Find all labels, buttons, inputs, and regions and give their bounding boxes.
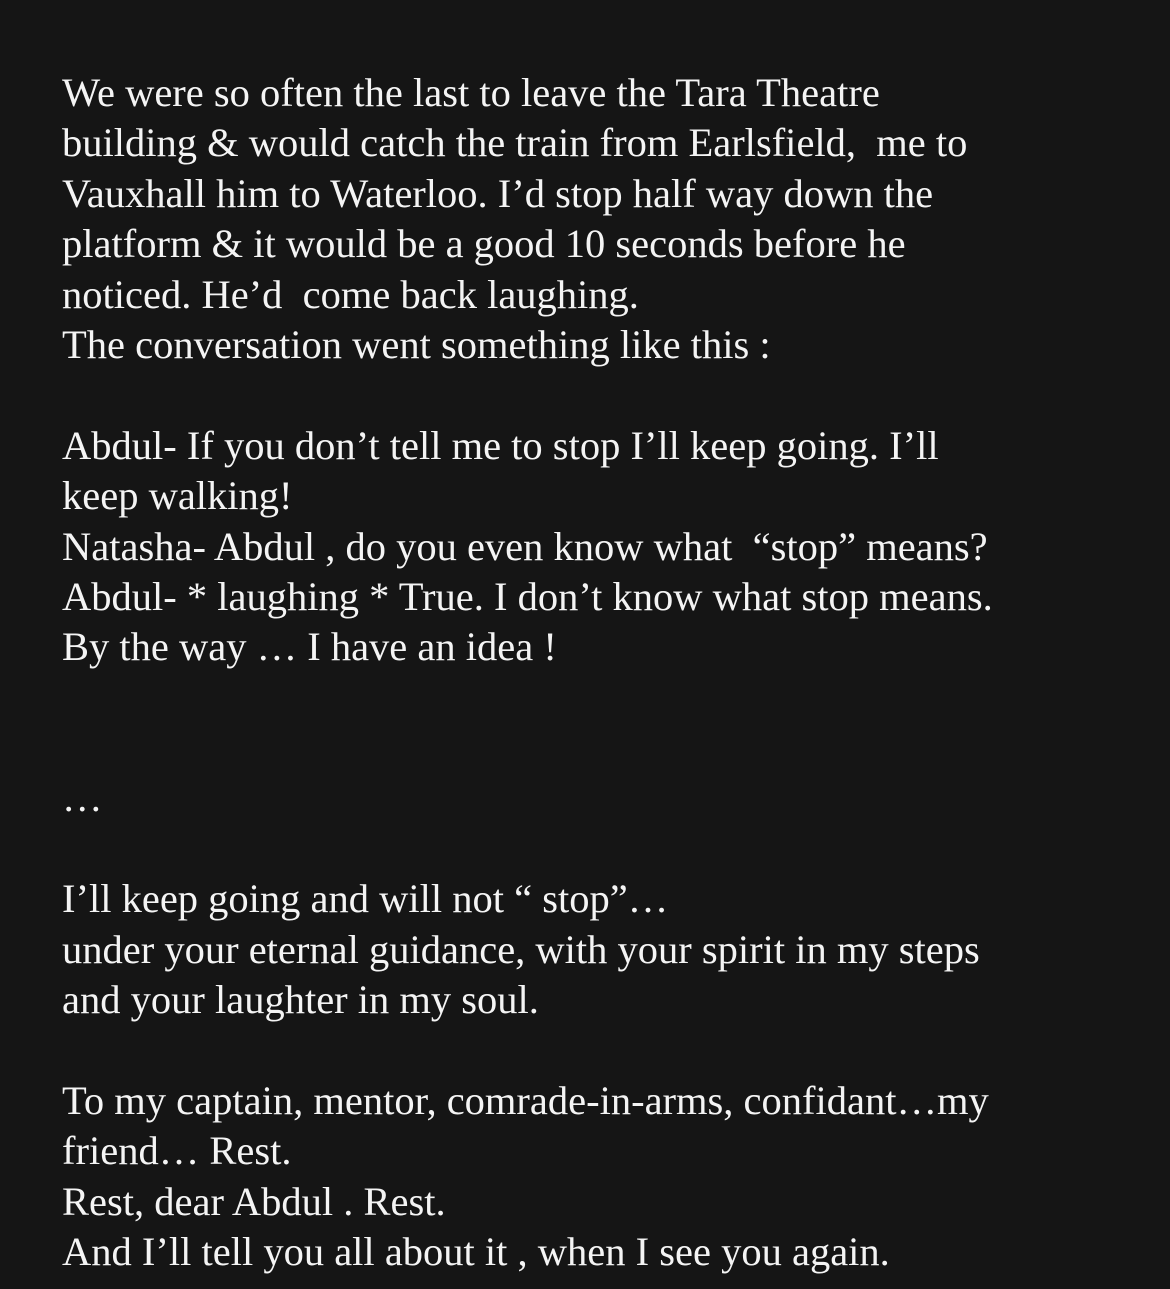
text-line: and your laughter in my soul.: [62, 977, 539, 1023]
blank-line: [62, 723, 1142, 773]
text-line: We were so often the last to leave the Tara Theatre: [62, 70, 880, 115]
text-line: Rest, dear Abdul . Rest.: [62, 1178, 446, 1224]
text-line: platform & it would be a good 10 seconds before he: [62, 221, 906, 267]
text-line: Abdul- * laughing * True. I don’t know what stop means.: [62, 573, 993, 619]
text-line: noticed. He’d come back laughing.: [62, 271, 639, 317]
blank-line: [62, 824, 1142, 874]
text-line: Abdul- If you don’t tell me to stop I’ll keep going. I’ll: [62, 422, 939, 468]
blank-line: [62, 370, 1142, 420]
text-line: To my captain, mentor, comrade-in-arms, confidant…my: [62, 1077, 989, 1123]
text-line: friend… Rest.: [62, 1128, 292, 1174]
note-text: [62, 68, 1142, 1277]
blank-line: [62, 1025, 1142, 1075]
text-line: The conversation went something like this :: [62, 321, 771, 367]
text-line: And I’ll tell you all about it , when I see you again.: [62, 1228, 890, 1274]
text-line: By the way … I have an idea !: [62, 624, 557, 670]
text-line: under your eternal guidance, with your spirit in my steps: [62, 926, 980, 972]
ellipsis-line: …: [62, 775, 103, 821]
text-line: Natasha- Abdul , do you even know what “stop” means?: [62, 523, 988, 569]
text-line: Vauxhall him to Waterloo. I’d stop half way down the: [62, 170, 934, 216]
text-line: building & would catch the train from Earlsfield, me to: [62, 120, 968, 166]
text-line: I’ll keep going and will not “ stop”…: [62, 876, 669, 922]
text-line: keep walking!: [62, 473, 293, 519]
blank-line: [62, 673, 1142, 723]
